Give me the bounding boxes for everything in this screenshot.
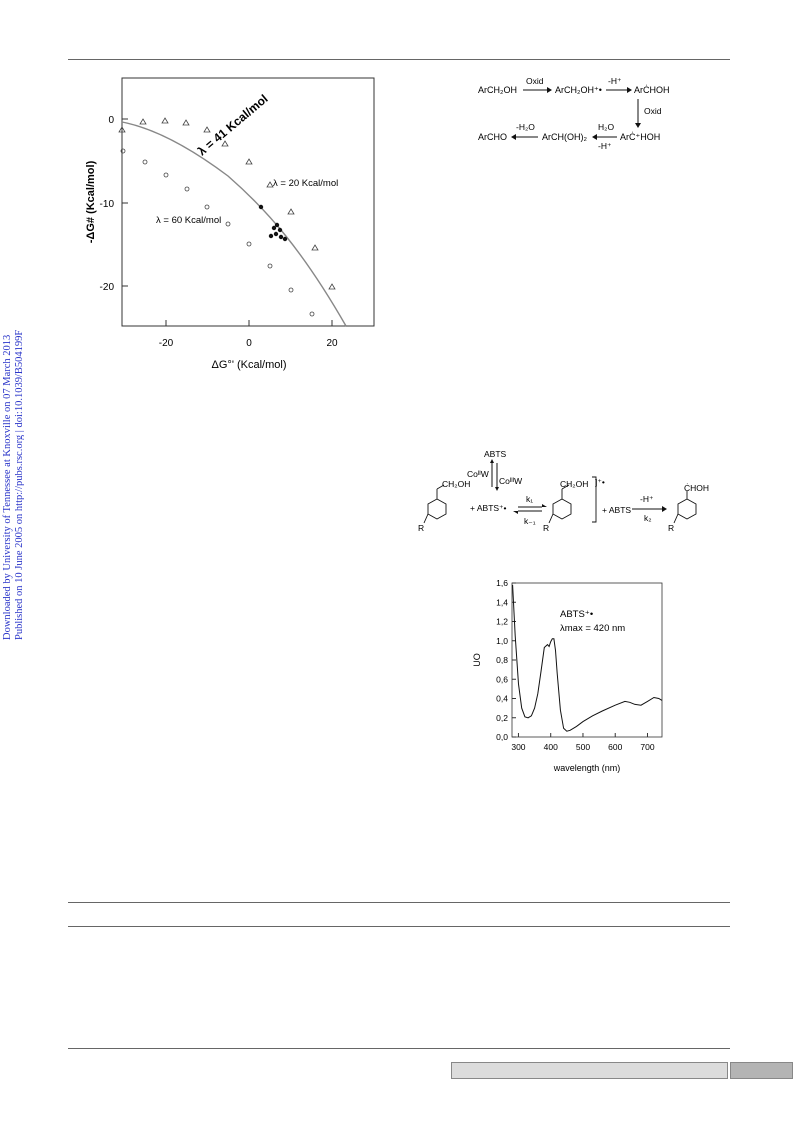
y-tick-label: 0,2 — [496, 712, 508, 723]
scheme2-abts-top: ABTS — [484, 449, 507, 459]
scheme1-oxid-label-2: Oxid — [644, 106, 662, 116]
x-axis-label: wavelength (nm) — [553, 763, 621, 773]
scheme1-water: H₂O — [598, 122, 615, 132]
scheme2-k-1: k₋₁ — [524, 516, 536, 526]
scheme2-radical-cation: ]⁺• — [595, 477, 605, 487]
y-tick-label: -20 — [99, 282, 114, 293]
oxidation-scheme — [470, 72, 700, 152]
x-tick-label: 300 — [511, 742, 526, 752]
marcus-x-label: ΔG°' (Kcal/mol) — [211, 359, 287, 371]
scheme2-ch2oh-1: CH₂OH — [442, 479, 471, 489]
scheme2-minus-h: -H⁺ — [640, 494, 654, 504]
footer-page-tab — [730, 1062, 793, 1079]
x-tick-label: -20 — [158, 338, 174, 349]
y-tick-label: 1,0 — [496, 635, 508, 646]
x-tick-label: 20 — [326, 338, 338, 349]
scheme2-r-3: R — [668, 523, 675, 533]
series-line — [513, 585, 662, 731]
scheme2-plus-abts: + ABTS — [602, 505, 632, 515]
footer-bar — [451, 1062, 728, 1079]
x-axis — [511, 733, 654, 752]
y-tick-label: -10 — [99, 199, 114, 210]
arrow-head — [662, 506, 667, 512]
benzene-ring-1 — [424, 485, 446, 523]
scheme1-radical-cation: ArCH₂OH⁺• — [555, 85, 602, 95]
scheme1-benzylic-radical: ArĊHOH — [634, 85, 670, 95]
y-tick-label: 1,4 — [496, 597, 508, 608]
scheme2-k1: k₁ — [526, 494, 534, 504]
scheme1-minus-water: -H₂O — [516, 122, 535, 132]
scheme2-plus-abts-rad: + ABTS⁺• — [470, 503, 507, 513]
arrow-head — [490, 459, 494, 463]
x-tick-label: 0 — [246, 338, 252, 349]
scheme2-co3w: CoᴵᴵᴵW — [499, 476, 523, 486]
y-tick-label: 0,0 — [496, 732, 508, 742]
marcus-plot — [78, 76, 378, 376]
y-tick-label: 1,6 — [496, 578, 508, 588]
x-tick-label: 400 — [543, 742, 558, 752]
lambda-60-label: λ = 60 Kcal/mol — [156, 215, 222, 226]
scheme1-cation: ArĊ⁺HOH — [620, 132, 661, 142]
published-note: Published on 10 June 2005 on http://pubs.rsc.org | doi:10.1039/B504199F — [14, 329, 24, 640]
y-axis-label: UO — [472, 653, 482, 667]
arrow-head — [511, 134, 516, 140]
scheme2-k2: k₂ — [644, 513, 652, 523]
scheme1-minus-h-2: -H⁺ — [598, 141, 612, 151]
y-tick-label: 0,4 — [496, 693, 508, 704]
arrow-head — [547, 87, 552, 93]
arrow-head — [495, 487, 499, 491]
y-tick-label: 0,6 — [496, 674, 508, 685]
footer-rule-2 — [68, 926, 730, 927]
scheme2-r-2: R — [543, 523, 550, 533]
spectrum-annotation-1: ABTS⁺• — [560, 609, 594, 620]
scheme1-oxid-label: Oxid — [526, 76, 544, 86]
spectrum-frame — [512, 583, 662, 737]
lambda-41-label: λ = 41 Kcal/mol — [194, 91, 271, 159]
scheme2-co2w: CoᴵᴵW — [467, 469, 489, 479]
scheme1-minus-h: -H⁺ — [608, 76, 622, 86]
y-tick-label: 1,2 — [496, 616, 508, 627]
lambda-20-label: λ = 20 Kcal/mol — [273, 178, 339, 189]
benzene-ring-3 — [674, 491, 696, 523]
download-note: Downloaded by University of Tennessee at Knoxville on 07 March 2013 — [2, 334, 13, 640]
footer-rule-1 — [68, 902, 730, 903]
scheme1-reactant: ArCH₂OH — [478, 85, 517, 95]
x-tick-label: 700 — [640, 742, 655, 752]
arrow-head — [627, 87, 632, 93]
abts-spectrum-chart — [468, 575, 668, 780]
footer-rule-3 — [68, 1048, 730, 1049]
arrow-head — [542, 504, 547, 507]
spectrum-annotation-2: λmax = 420 nm — [560, 623, 626, 634]
y-tick-label: 0,8 — [496, 655, 508, 665]
header-rule — [68, 59, 730, 60]
download-watermark — [0, 320, 24, 650]
scheme2-chohr: ĊHOH — [684, 483, 710, 493]
scheme1-aldehyde: ArCHO — [478, 132, 507, 142]
circle-markers — [121, 149, 314, 316]
x-tick-label: 600 — [608, 742, 623, 752]
arrow-head — [635, 123, 641, 128]
arrow-head — [592, 134, 597, 140]
scheme2-r-1: R — [418, 523, 425, 533]
arrow-head — [513, 511, 518, 514]
scheme2-ch2oh-2: CH₂OH — [560, 479, 589, 489]
y-tick-label: 0 — [108, 115, 114, 126]
abts-mediator-scheme — [412, 447, 732, 537]
scheme1-gem-diol: ArCH(OH)₂ — [542, 132, 587, 142]
marcus-y-label: -ΔG# (Kcal/mol) — [85, 160, 97, 244]
triangle-markers — [119, 118, 335, 289]
x-tick-label: 500 — [575, 742, 591, 752]
